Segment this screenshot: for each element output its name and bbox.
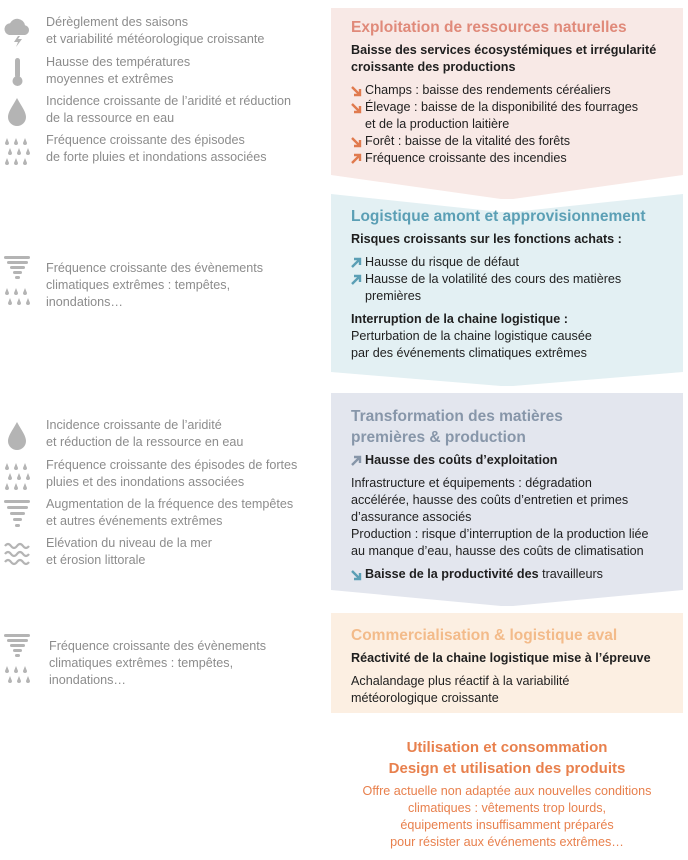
hazard-line: Fréquence croissante des épisodes de fortes: [46, 458, 298, 472]
impact-text: travailleurs: [538, 567, 603, 581]
stage-text: d’assurance associés: [351, 510, 472, 524]
stage-subtitle: Interruption de la chaine logistique :: [351, 312, 568, 326]
stage-title: Transformation des matières: [351, 408, 563, 425]
stage-text: Perturbation de la chaine logistique causée: [351, 329, 592, 343]
stage-subtitle: Risques croissants sur les fonctions achats :: [351, 232, 622, 246]
impact-text: Hausse de la volatilité des cours des matières: [365, 272, 622, 286]
trend-down-icon: [351, 102, 363, 114]
impact-item: [351, 271, 669, 305]
impact-text: Hausse des coûts d’exploitation: [365, 453, 558, 467]
stage-upstream-logistics: [331, 194, 683, 386]
hazard-line: Augmentation de la fréquence des tempêtes: [46, 497, 294, 511]
hazard-line: et érosion littorale: [46, 553, 146, 567]
hazard-line: Hausse des températures: [46, 55, 191, 69]
stage-title: Design et utilisation des produits: [388, 760, 626, 777]
hazard-seasons: [0, 14, 318, 54]
hazard-line: climatiques extrêmes : tempêtes,: [46, 278, 231, 292]
impact-item: [351, 452, 669, 469]
impact-item: [351, 254, 669, 271]
hazard-temperature: [0, 54, 318, 93]
hazards-group-4: [0, 636, 318, 692]
hazard-line: et variabilité météorologique croissante: [46, 32, 265, 46]
stage-subtitle: Réactivité de la chaine logistique mise à l’épreuve: [351, 651, 651, 665]
impact-text: Forêt : baisse de la vitalité des forêts: [365, 134, 571, 148]
impact-text: Fréquence croissante des incendies: [365, 151, 567, 165]
stage-title: Utilisation et consommation: [406, 739, 608, 756]
hazard-line: de forte pluies et inondations associées: [46, 150, 267, 164]
rain-drops-icon: [2, 459, 32, 491]
tornado-rain-icon: [2, 256, 32, 314]
stage-natural-resources: [331, 8, 683, 199]
tornado-rain-icon: [2, 634, 32, 692]
stage-commercialisation: [331, 613, 683, 713]
thermometer-icon: [2, 56, 32, 88]
hazards-group-3: [0, 417, 318, 575]
water-drop-icon: [2, 419, 32, 451]
trend-down-icon: [351, 569, 363, 581]
hazard-line: climatiques extrêmes : tempêtes,: [49, 656, 234, 670]
hazard-extreme-events-2: [0, 636, 318, 692]
trend-down-icon: [351, 85, 363, 97]
impact-item: [351, 133, 669, 150]
hazard-line: et autres événements extrêmes: [46, 514, 223, 528]
hazard-extreme-events: [0, 258, 318, 314]
impact-text: premières: [365, 289, 421, 303]
impact-item: [351, 99, 669, 133]
water-drop-icon: [2, 95, 32, 127]
rain-drops-icon: [2, 134, 32, 166]
hazard-line: Fréquence croissante des épisodes: [46, 133, 245, 147]
hazard-aridity: [0, 93, 318, 132]
tornado-icon: [2, 498, 32, 530]
hazard-line: inondations…: [49, 673, 127, 687]
stage-subtitle: croissante des productions: [351, 60, 516, 74]
hazard-line: inondations…: [46, 295, 124, 309]
impact-text: Hausse du risque de défaut: [365, 255, 520, 269]
stage-title: Logistique amont et approvisionnement: [351, 208, 646, 225]
hazard-line: moyennes et extrêmes: [46, 72, 174, 86]
impact-text: Élevage : baisse de la disponibilité des fourrages: [365, 100, 639, 114]
stage-text: Infrastructure et équipements : dégradation: [351, 476, 592, 490]
impact-text: et de la production laitière: [365, 117, 510, 131]
hazard-line: de la ressource en eau: [46, 111, 175, 125]
hazard-aridity-2: [0, 417, 318, 457]
stage-text: Production : risque d’interruption de la production liée: [351, 527, 649, 541]
waves-icon: [2, 537, 32, 569]
impact-item: [351, 150, 669, 167]
stage-title: Commercialisation & logistique aval: [351, 627, 618, 644]
hazard-line: Fréquence croissante des évènements: [46, 261, 264, 275]
stage-subtitle: Baisse des services écosystémiques et irrégularité: [351, 43, 657, 57]
stage-text: Offre actuelle non adaptée aux nouvelles conditions: [362, 784, 652, 798]
trend-down-icon: [351, 136, 363, 148]
stage-text: climatiques : vêtements trop lourds,: [407, 801, 607, 815]
hazard-sea-level: [0, 535, 318, 575]
hazard-line: Dérèglement des saisons: [46, 15, 189, 29]
hazard-rain: [0, 132, 318, 172]
stage-text: au manque d’eau, hausse des coûts de climatisation: [351, 544, 644, 558]
hazard-line: Incidence croissante de l’aridité et réduction: [46, 94, 292, 108]
impact-text: Baisse de la productivité des: [365, 567, 539, 581]
hazards-group-1: [0, 14, 318, 172]
trend-up-icon: [351, 455, 363, 467]
hazard-line: Elévation du niveau de la mer: [46, 536, 212, 550]
stage-text: accélérée, hausse des coûts d’entretien et primes: [351, 493, 629, 507]
stage-text: par des événements climatiques extrêmes: [351, 346, 587, 360]
stage-title: premières & production: [351, 429, 526, 446]
stage-text: équipements insuffisamment préparés: [400, 818, 614, 832]
impact-item: [351, 566, 669, 583]
impact-text: Champs : baisse des rendements céréaliers: [365, 83, 611, 97]
stage-text: Achalandage plus réactif à la variabilité: [351, 674, 570, 688]
hazard-line: Incidence croissante de l’aridité: [46, 418, 222, 432]
hazard-storms: [0, 496, 318, 535]
trend-up-icon: [351, 153, 363, 165]
hazard-line: et réduction de la ressource en eau: [46, 435, 244, 449]
impact-item: [351, 82, 669, 99]
hazard-line: pluies et des inondations associées: [46, 475, 245, 489]
stage-consumption: [331, 737, 683, 851]
trend-up-icon: [351, 274, 363, 286]
cloud-storm-icon: [2, 16, 32, 48]
stage-title: Exploitation de ressources naturelles: [351, 19, 627, 36]
stage-transformation: [331, 393, 683, 606]
stage-text: météorologique croissante: [351, 691, 499, 705]
hazards-group-2: [0, 258, 318, 314]
hazard-rain-2: [0, 457, 318, 496]
hazard-line: Fréquence croissante des évènements: [49, 639, 267, 653]
stage-text: pour résister aux événements extrêmes…: [390, 835, 624, 849]
trend-up-icon: [351, 257, 363, 269]
